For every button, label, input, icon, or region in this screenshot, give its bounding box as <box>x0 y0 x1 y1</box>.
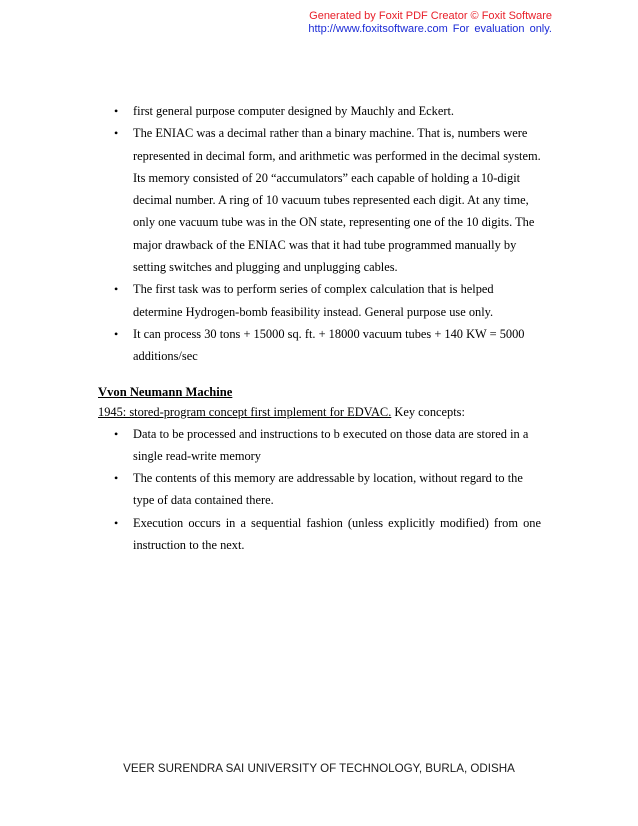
list-item <box>0 122 541 278</box>
list-item <box>0 467 541 512</box>
list-item <box>0 512 541 557</box>
watermark-line-1: Generated by Foxit PDF Creator © Foxit Software <box>309 10 552 22</box>
bullet-icon: • <box>114 104 119 118</box>
bullet-icon: • <box>114 282 119 297</box>
list-item-text: The first task was to perform series of complex calculation that is helped determine Hydrogen-bomb feasibility instead. General purpose use only. <box>133 282 494 319</box>
page-footer: VEER SURENDRA SAI UNIVERSITY OF TECHNOLOGY, BURLA, ODISHA <box>123 762 515 775</box>
list-item <box>0 100 541 122</box>
list-item <box>0 323 541 368</box>
list-item <box>0 278 541 323</box>
eniac-bullet-list <box>0 100 638 368</box>
list-item-text: It can process 30 tons + 15000 sq. ft. + 18000 vacuum tubes + 140 KW = 5000 additions/sec <box>133 326 525 364</box>
bullet-icon: • <box>114 471 119 486</box>
list-item-text: first general purpose computer designed by Mauchly and Eckert. <box>133 104 455 118</box>
section-intro-rest: Key concepts: <box>391 404 465 419</box>
list-item-text: Execution occurs in a sequential fashion (unless explicitly modified) from one instruction to the next. <box>133 515 541 553</box>
page-content <box>0 100 638 556</box>
bullet-icon: • <box>114 126 119 141</box>
list-item-text: The ENIAC was a decimal rather than a binary machine. That is, numbers were represented in decimal form, and arithmetic was performed in the decimal system. Its memory consisted of 20 “accumulators” each capable of holding a 10-digit decimal number. A ring of 10 vacuum tubes represented each digit. At any time, only one vacuum tube was in the ON state, representing one of the 10 digits. The major drawback of the ENIAC was that it had tube programmed manually by setting switches and plugging and unplugging cables. <box>133 126 541 275</box>
von-neumann-bullet-list <box>0 423 638 557</box>
list-item-text: The contents of this memory are addressable by location, without regard to the type of data contained there. <box>133 471 523 508</box>
section-heading: Vvon Neumann Machine <box>98 384 233 399</box>
von-neumann-section <box>0 382 541 422</box>
list-item <box>0 423 541 468</box>
watermark-line-2: http://www.foxitsoftware.com For evaluation only. <box>308 23 552 35</box>
foxit-watermark <box>308 10 552 36</box>
section-intro <box>98 402 541 422</box>
section-intro-underlined: 1945: stored-program concept first implement for EDVAC. <box>98 404 392 419</box>
list-item-text: Data to be processed and instructions to b executed on those data are stored in a single read-write memory <box>133 426 529 463</box>
bullet-icon: • <box>114 515 119 530</box>
bullet-icon: • <box>114 326 119 341</box>
bullet-icon: • <box>114 426 119 441</box>
